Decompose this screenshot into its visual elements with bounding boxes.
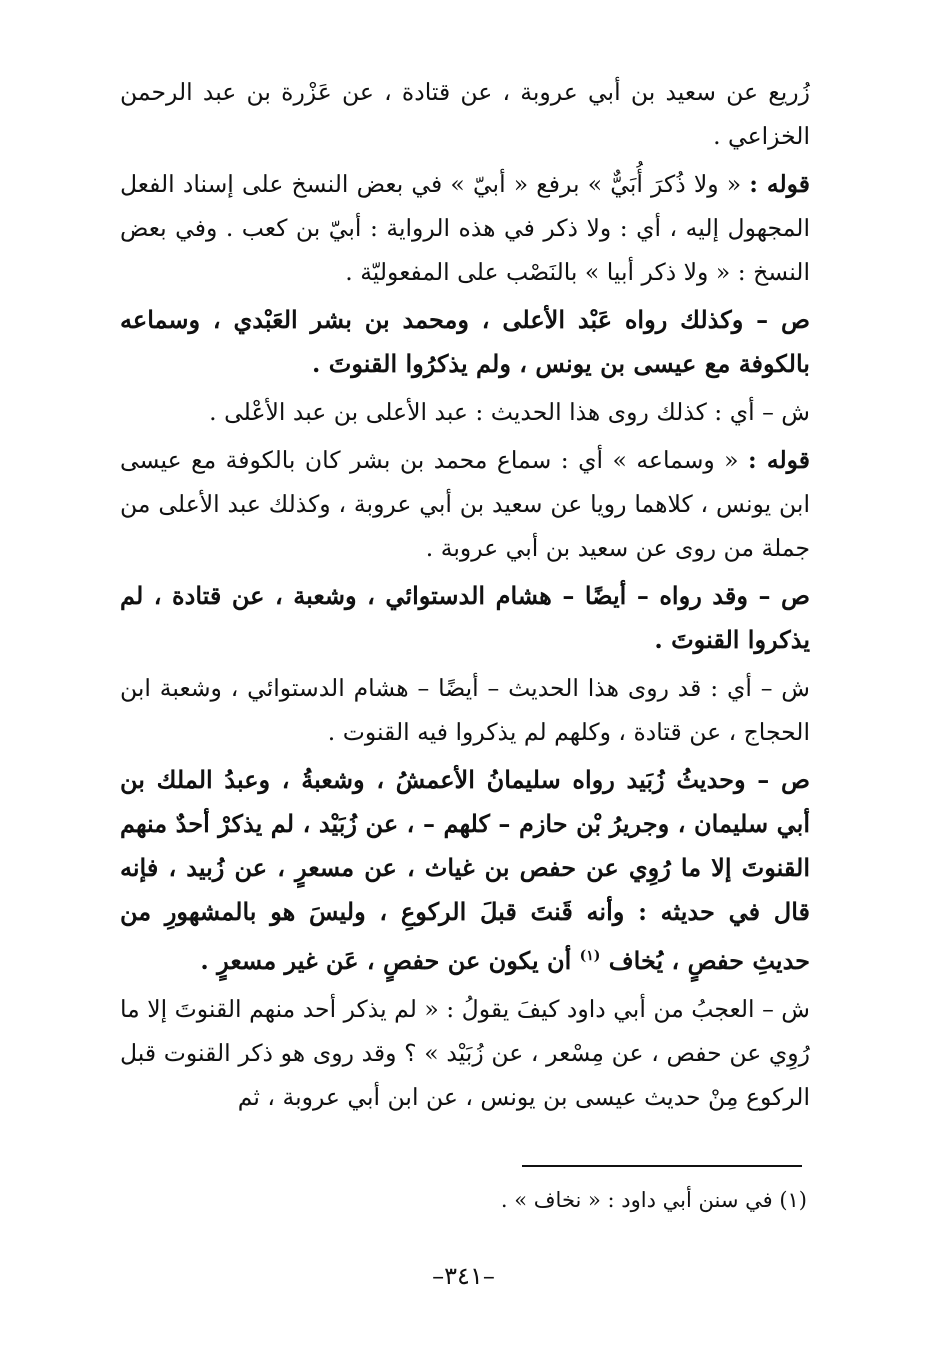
commentary-lead: قوله : <box>748 446 810 474</box>
footnote-reference: (١) <box>579 948 601 964</box>
paragraph-commentary-2 <box>120 438 810 570</box>
commentary-body: « ولا ذُكرَ أُبَيٌّ » برفع « أبيّ » في بعض النسخ على إسناد الفعل المجهول إليه ، أي : ولا ذكر في هذه الرواية : أبيّ بن كعب . وفي بعض النسخ : « ولا ذكر أبيا » بالنَصْب على المفعوليّة . <box>120 170 810 286</box>
paragraph-commentary-1 <box>120 162 810 294</box>
paragraph-sharh-1: ش – أي : كذلك روى هذا الحديث : عبد الأعلى بن عبد الأعْلى . <box>209 398 810 426</box>
paragraph-matn-3 <box>120 758 810 983</box>
page-number: –٣٤١– <box>432 1262 495 1290</box>
paragraph-continuation: زُريع عن سعيد بن أبي عروبة ، عن قتادة ، عن عَزْرة بن عبد الرحمن الخزاعي . <box>120 78 810 150</box>
commentary-lead: قوله : <box>749 170 810 198</box>
main-text <box>120 70 810 1119</box>
footnote: (١) في سنن أبي داود : « نخاف » . <box>500 1188 807 1212</box>
paragraph-matn-2: ص – وقد رواه – أيضًا – هشام الدستوائي ، وشعبة ، عن قتادة ، لم يذكروا القنوتَ . <box>120 581 810 654</box>
paragraph-matn-1: ص – وكذلك رواه عَبْد الأعلى ، ومحمد بن بشر العَبْدي ، وسماعه بالكوفة مع عيسى بن يونس ، ولم يذكرُوا القنوتَ . <box>120 305 810 378</box>
matn-body-end: أن يكون عن حفصٍ ، عَن غير مسعرٍ . <box>200 946 572 975</box>
footnote-divider <box>522 1165 802 1167</box>
paragraph-sharh-3: ش – العجبُ من أبي داود كيفَ يقولُ : « لم يذكر أحد منهم القنوتَ إلا ما رُوِي عن حفص ، عن مِسْعر ، عن زُبَيْد » ؟ وقد روى هو ذكر القنوت قبل الركوع مِنْ حديث عيسى بن يونس ، عن ابن أبي عروبة ، ثم <box>120 995 810 1111</box>
paragraph-sharh-2: ش – أي : قد روى هذا الحديث – أيضًا – هشام الدستوائي ، وشعبة ابن الحجاج ، عن قتادة ، وكلهم لم يذكروا فيه القنوت . <box>120 674 810 746</box>
commentary-body: « وسماعه » أي : سماع محمد بن بشر كان بالكوفة مع عيسى ابن يونس ، كلاهما رويا عن سعيد بن أبي عروبة ، وكذلك عبد الأعلى من جملة من روى عن سعيد بن أبي عروبة . <box>120 446 810 562</box>
matn-body: ص – وحديثُ زُبَيد رواه سليمانُ الأعمشُ ، وشعبةُ ، وعبدُ الملك بن أبي سليمان ، وجريرُ بْن حازم – كلهم – ، عن زُبَيْد ، لم يذكرْ أحدٌ منهم القنوتَ إلا ما رُوِي عن حفص بن غياث ، عن مسعرٍ ، عن زُبيد ، فإنه قال في حديثه : وأنه قَنتَ قبلَ الركوعِ ، وليسَ هو بالمشهورِ من حديثِ حفصٍ ، يُخاف <box>120 765 810 975</box>
